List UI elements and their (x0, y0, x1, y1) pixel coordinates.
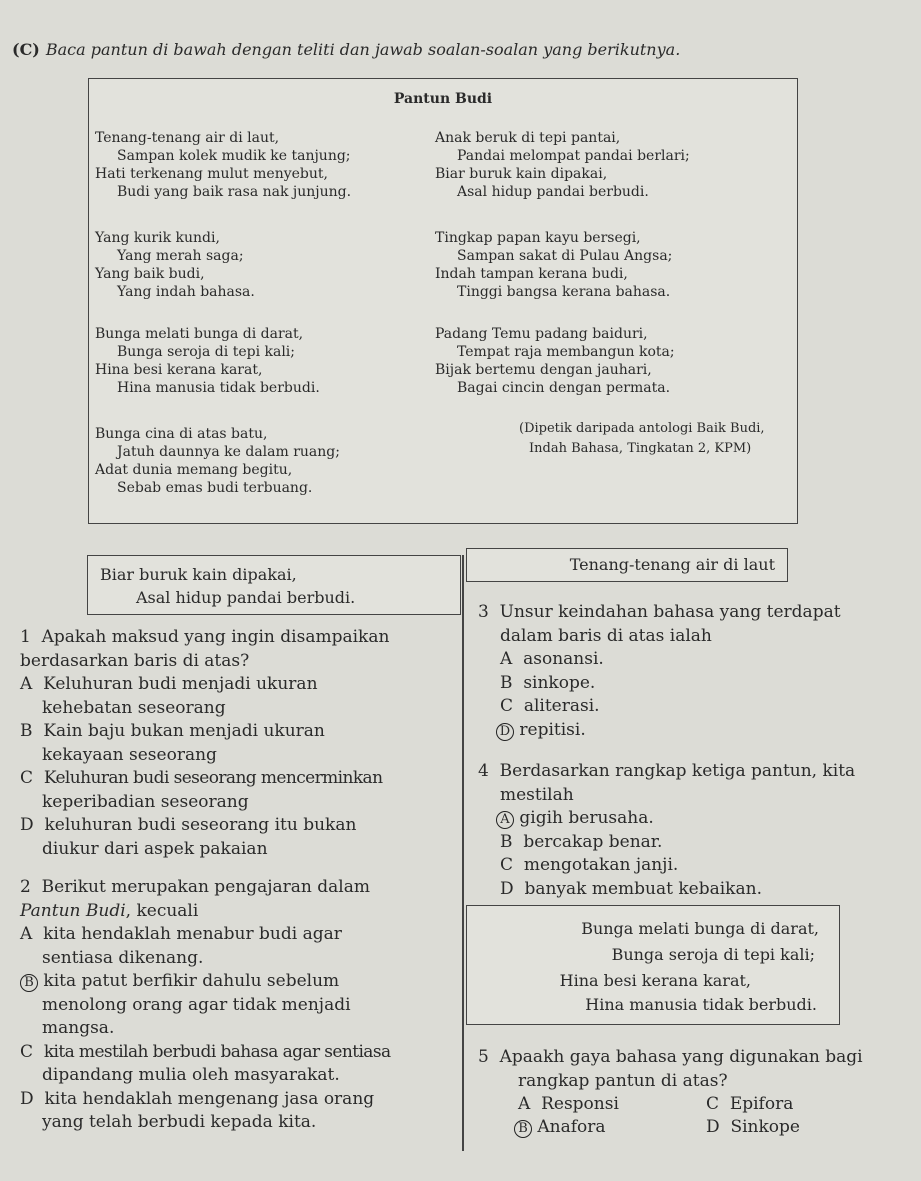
option-c[interactable]: C Epifora (706, 1094, 794, 1114)
stanza-line: Tingkap papan kayu bersegi, (435, 230, 641, 246)
option-b[interactable]: B kita patut berfikir dahulu sebelum (20, 970, 438, 994)
option-d[interactable]: D Sinkope (706, 1117, 800, 1137)
option-d[interactable]: D kita hendaklah mengenang jasa orang (20, 1088, 375, 1109)
excerpt-line: Bunga seroja di tepi kali; (611, 945, 815, 964)
option-c-line: keperibadian seseorang (42, 791, 249, 812)
option-b[interactable]: B bercakap benar. (500, 831, 663, 852)
option-c[interactable]: C kita mestilah berbudi bahasa agar sentiasa (20, 1041, 391, 1062)
stanza-line: Pandai melompat pandai berlari; (457, 148, 690, 164)
stanza-line: Asal hidup pandai berbudi. (457, 184, 649, 200)
stanza-line: Yang indah bahasa. (117, 284, 255, 300)
q1-excerpt-box (87, 555, 461, 615)
option-d-line: yang telah berbudi kepada kita. (42, 1112, 317, 1132)
question-1 (20, 626, 438, 861)
question-stem: 4 Berdasarkan rangkap ketiga pantun, kita (478, 761, 856, 781)
stanza-line: Jatuh daunnya ke dalam ruang; (117, 444, 340, 460)
stanza-line: Tenang-tenang air di laut, (95, 130, 280, 146)
passage-title: Pantun Budi (393, 91, 493, 107)
pantun-passage-box (88, 78, 798, 524)
stanza-line: Tempat raja membangun kota; (457, 344, 675, 360)
question-stem-line: dalam baris di atas ialah (500, 625, 712, 646)
option-c[interactable]: C mengotakan janji. (500, 855, 679, 875)
stanza-line: Anak beruk di tepi pantai, (435, 130, 621, 146)
option-a[interactable]: A asonansi. (500, 649, 604, 669)
question-number: 2 (20, 877, 31, 897)
option-a-line: sentiasa dikenang. (42, 947, 204, 968)
stanza-5 (435, 129, 690, 201)
selected-answer-circle: A (496, 811, 514, 829)
option-c[interactable]: C aliterasi. (500, 696, 600, 716)
stanza-line: Bagai cincin dengan permata. (457, 380, 671, 396)
question-number: 5 (478, 1047, 489, 1067)
stanza-line: Adat dunia memang begitu, (95, 462, 293, 478)
instruction-text: Baca pantun di bawah dengan teliti dan jawab soalan-soalan yang berikutnya. (45, 40, 681, 59)
question-4 (478, 760, 898, 901)
stanza-line: Yang baik budi, (95, 266, 205, 282)
question-3 (478, 601, 898, 742)
option-a[interactable]: A gigih berusaha. (478, 807, 898, 831)
stanza-line: Bunga cina di atas batu, (95, 426, 268, 442)
question-5 (478, 1046, 898, 1140)
stanza-line: Sebab emas budi terbuang. (117, 480, 313, 496)
stanza-4 (95, 425, 340, 497)
question-stem-line: rangkap pantun di atas? (518, 1070, 728, 1091)
source-line-2: Indah Bahasa, Tingkatan 2, KPM) (529, 441, 752, 456)
question-2 (20, 876, 438, 1135)
option-d[interactable]: D repitisi. (478, 719, 898, 743)
stanza-line: Bunga melati bunga di darat, (95, 326, 304, 342)
question-stem: 1 Apakah maksud yang ingin disampaikan (20, 627, 390, 647)
option-a[interactable]: A kita hendaklah menabur budi agar (20, 924, 342, 944)
stanza-line: Yang kurik kundi, (95, 230, 220, 246)
q5-excerpt-box (466, 905, 840, 1025)
excerpt-line: Hina besi kerana karat, (559, 971, 751, 990)
source-citation (519, 419, 765, 459)
selected-answer-circle: D (496, 723, 514, 741)
option-a[interactable]: A Keluhuran budi menjadi ukuran (20, 674, 318, 694)
option-b[interactable]: B Kain baju bukan menjadi ukuran (20, 721, 325, 741)
stanza-line: Budi yang baik rasa nak junjung. (117, 184, 352, 200)
option-b-line: kekayaan seseorang (42, 744, 217, 765)
stanza-line: Hina manusia tidak berbudi. (117, 380, 320, 396)
stanza-line: Sampan kolek mudik ke tanjung; (117, 148, 351, 164)
q3-excerpt-box (466, 548, 788, 582)
question-stem: 2 Berikut merupakan pengajaran dalam (20, 877, 370, 897)
question-stem-line: mestilah (500, 784, 574, 805)
stanza-line: Indah tampan kerana budi, (435, 266, 628, 282)
stanza-line: Tinggi bangsa kerana bahasa. (457, 284, 671, 300)
column-divider (462, 555, 464, 1151)
excerpt-line: Tenang-tenang air di laut (569, 555, 775, 574)
stanza-3 (95, 325, 320, 397)
stanza-2 (95, 229, 255, 301)
excerpt-line: Hina manusia tidak berbudi. (585, 995, 817, 1014)
question-number: 3 (478, 602, 489, 622)
question-stem: 5 Apaakh gaya bahasa yang digunakan bagi (478, 1047, 863, 1067)
stanza-line: Hina besi kerana karat, (95, 362, 263, 378)
stanza-line: Hati terkenang mulut menyebut, (95, 166, 328, 182)
option-b-line: menolong orang agar tidak menjadi (42, 994, 351, 1015)
option-d[interactable]: D banyak membuat kebaikan. (500, 878, 762, 899)
question-stem: 3 Unsur keindahan bahasa yang terdapat (478, 602, 841, 622)
option-d[interactable]: D keluhuran budi seseorang itu bukan (20, 815, 357, 835)
question-number: 1 (20, 627, 31, 647)
question-stem-line: berdasarkan baris di atas? (20, 650, 250, 671)
option-a[interactable]: A Responsi (518, 1094, 619, 1114)
source-line-1: (Dipetik daripada antologi Baik Budi, (519, 421, 765, 436)
stanza-line: Padang Temu padang baiduri, (435, 326, 648, 342)
option-a-line: kehebatan seseorang (42, 697, 226, 718)
option-b[interactable]: B sinkope. (500, 672, 596, 693)
stanza-line: Biar buruk kain dipakai, (435, 166, 608, 182)
question-stem-line: Pantun Budi, kecuali (20, 900, 199, 921)
excerpt-line: Asal hidup pandai berbudi. (136, 588, 356, 607)
option-c-line: dipandang mulia oleh masyarakat. (42, 1065, 340, 1085)
selected-answer-circle: B (20, 974, 38, 992)
stanza-line: Bunga seroja di tepi kali; (117, 344, 296, 360)
selected-answer-circle: B (514, 1120, 532, 1138)
question-number: 4 (478, 761, 489, 781)
stanza-6 (435, 229, 672, 301)
stanza-line: Bijak bertemu dengan jauhari, (435, 362, 652, 378)
stanza-1 (95, 129, 351, 201)
stanza-line: Sampan sakat di Pulau Angsa; (457, 248, 673, 264)
excerpt-line: Bunga melati bunga di darat, (581, 919, 819, 938)
stanza-line: Yang merah saga; (117, 248, 244, 264)
section-mark: (C) (12, 40, 40, 59)
option-b-line: mangsa. (42, 1018, 115, 1038)
instruction (12, 40, 680, 59)
option-b[interactable]: B Anafora (514, 1116, 606, 1140)
stanza-7 (435, 325, 675, 397)
excerpt-line: Biar buruk kain dipakai, (100, 565, 297, 584)
option-d-line: diukur dari aspek pakaian (42, 838, 268, 859)
option-c[interactable]: C Keluhuran budi seseorang mencerminkan (20, 768, 383, 788)
